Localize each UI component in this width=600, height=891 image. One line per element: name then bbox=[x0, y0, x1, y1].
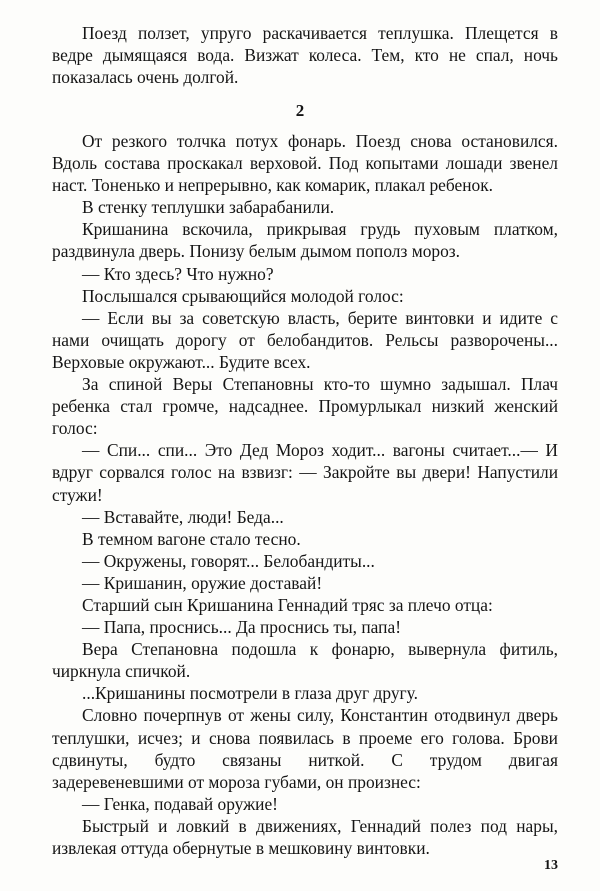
opening-text bbox=[52, 22, 558, 88]
paragraph-8: За спиной Веры Степановны кто-то шумно задышал. Плач ребенка стал громче, надсаднее. Промурлыкал низкий женский голос: bbox=[52, 374, 558, 439]
paragraph-5: — Кто здесь? Что нужно? bbox=[82, 263, 274, 284]
paragraph-9: — Спи... спи... Это Дед Мороз ходит... вагоны считает...— И вдруг сорвался голос на взвизг: — Закройте вы двери! Напустили стужи! bbox=[52, 440, 558, 505]
paragraph-4: Кришанина вскочила, прикрывая грудь пуховым платком, раздвинула дверь. Понизу белым дымом пополз мороз. bbox=[52, 219, 558, 262]
paragraph-3: В стенку теплушки забарабанили. bbox=[82, 197, 335, 218]
paragraph-17: ...Кришанины посмотрели в глаза друг другу. bbox=[82, 683, 418, 704]
paragraph-20: Быстрый и ловкий в движениях, Геннадий полез под нары, извлекая оттуда обернутые в мешковину винтовки. bbox=[52, 815, 558, 858]
chapter-text bbox=[52, 130, 558, 859]
paragraph-19: — Генка, подавай оружие! bbox=[82, 793, 278, 814]
paragraph-12: — Окружены, говорят... Белобандиты... bbox=[82, 550, 375, 571]
paragraph-7: — Если вы за советскую власть, берите винтовки и идите с нами очищать дорогу от белобандитов. Рельсы разворочены... Верховые окружают... Будите всех. bbox=[52, 307, 558, 372]
paragraph-14: Старший сын Кришанина Геннадий тряс за плечо отца: bbox=[82, 594, 493, 615]
page-number: 13 bbox=[544, 858, 558, 873]
paragraph-11: В темном вагоне стало тесно. bbox=[82, 528, 301, 549]
paragraph-10: — Вставайте, люди! Беда... bbox=[82, 506, 284, 527]
paragraph-6: Послышался срывающийся молодой голос: bbox=[82, 285, 404, 306]
paragraph-18: Словно почерпнув от жены силу, Константин отодвинул дверь теплушки, исчез; и снова появилась в проеме его голова. Брови сдвинуты, будто связаны ниткой. С трудом двигая задеревеневшими от мороза губами, он произнес: bbox=[52, 705, 558, 792]
paragraph-15: — Папа, проснись... Да проснись ты, папа! bbox=[82, 617, 401, 638]
paragraph-2: От резкого толчка потух фонарь. Поезд снова остановился. Вдоль состава проскакал верховой. Под копытами лошади звенел наст. Тоненько и непрерывно, как комарик, плакал ребенок. bbox=[52, 131, 558, 196]
chapter-number: 2 bbox=[295, 101, 305, 120]
paragraph-13: — Кришанин, оружие доставай! bbox=[82, 572, 323, 593]
paragraph-1: Поезд ползет, упруго раскачивается теплушка. Плещется в ведре дымящаяся вода. Визжат колеса. Тем, кто не спал, ночь показалась очень долгой. bbox=[52, 23, 558, 88]
paragraph-16: Вера Степановна подошла к фонарю, вывернула фитиль, чиркнула спичкой. bbox=[52, 639, 558, 682]
